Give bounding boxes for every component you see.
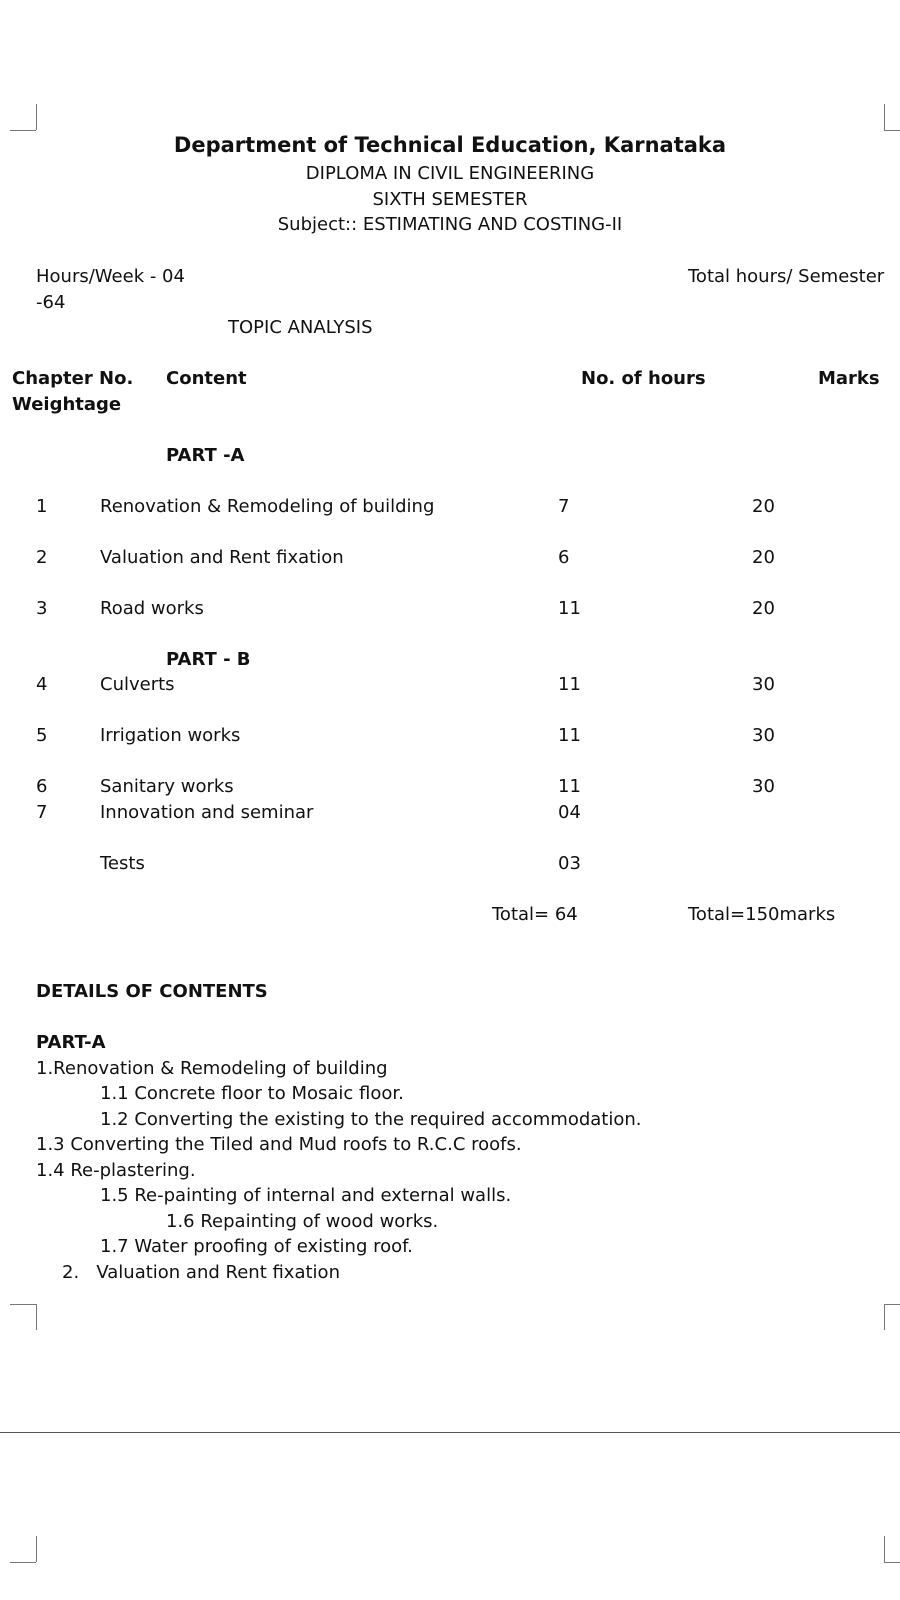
crop-mark (10, 1304, 36, 1305)
details-line: 2. Valuation and Rent fixation (62, 1262, 340, 1283)
row-marks: 30 (752, 725, 775, 746)
row-hours: 11 (558, 674, 581, 695)
row-chapter: 2 (36, 547, 48, 568)
crop-mark (884, 1304, 885, 1330)
row-hours: 7 (558, 496, 570, 517)
semester-title: SIXTH SEMESTER (372, 189, 528, 210)
total-hours-value: -64 (36, 292, 66, 313)
row-hours: 6 (558, 547, 570, 568)
crop-mark (884, 1562, 900, 1563)
hours-per-week: Hours/Week - 04 (36, 266, 185, 287)
row-hours: 03 (558, 853, 581, 874)
row-chapter: 3 (36, 598, 48, 619)
row-hours: 11 (558, 725, 581, 746)
details-line: 1.6 Repainting of wood works. (166, 1211, 439, 1232)
row-content: Tests (100, 853, 145, 874)
details-line: 1.7 Water proofing of existing roof. (100, 1236, 413, 1257)
row-marks: 30 (752, 776, 775, 797)
row-chapter: 6 (36, 776, 48, 797)
row-content: Road works (100, 598, 204, 619)
row-hours: 11 (558, 598, 581, 619)
row-marks: 20 (752, 547, 775, 568)
column-chapter-no: Chapter No. (12, 368, 134, 389)
details-part-label: PART-A (36, 1032, 106, 1053)
details-line: 1.5 Re-painting of internal and external walls. (100, 1185, 512, 1206)
subject-title: Subject:: ESTIMATING AND COSTING-II (277, 214, 623, 235)
column-content: Content (166, 368, 247, 389)
topic-analysis-heading: TOPIC ANALYSIS (228, 317, 373, 338)
crop-mark (10, 130, 36, 131)
column-weightage: Weightage (12, 394, 122, 415)
crop-mark (36, 1304, 37, 1330)
details-line: 1.2 Converting the existing to the required accommodation. (100, 1109, 642, 1130)
column-no-of-hours: No. of hours (581, 368, 706, 389)
details-line: 1.Renovation & Remodeling of building (36, 1058, 388, 1079)
crop-mark (10, 1562, 36, 1563)
part-a-label: PART -A (166, 445, 245, 466)
program-title: DIPLOMA IN CIVIL ENGINEERING (305, 163, 595, 184)
details-line: 1.4 Re-plastering. (36, 1160, 196, 1181)
institution-title: Department of Technical Education, Karnataka (173, 133, 727, 157)
crop-mark (884, 104, 885, 130)
crop-mark (884, 1536, 885, 1562)
column-marks: Marks (818, 368, 880, 389)
row-content: Culverts (100, 674, 175, 695)
row-hours: 11 (558, 776, 581, 797)
row-chapter: 4 (36, 674, 48, 695)
row-chapter: 1 (36, 496, 48, 517)
row-content: Irrigation works (100, 725, 241, 746)
page-separator (0, 1432, 900, 1433)
details-line: 1.3 Converting the Tiled and Mud roofs to R.C.C roofs. (36, 1134, 522, 1155)
crop-mark (884, 1304, 900, 1305)
total-hours-label: Total hours/ Semester (688, 266, 885, 287)
crop-mark (36, 104, 37, 130)
row-chapter: 7 (36, 802, 48, 823)
row-content: Renovation & Remodeling of building (100, 496, 435, 517)
details-line: 1.1 Concrete floor to Mosaic floor. (100, 1083, 404, 1104)
crop-mark (884, 130, 900, 131)
row-content: Innovation and seminar (100, 802, 314, 823)
row-chapter: 5 (36, 725, 48, 746)
part-b-label: PART - B (166, 649, 251, 670)
total-hours: Total= 64 (492, 904, 578, 925)
details-heading: DETAILS OF CONTENTS (36, 981, 268, 1002)
row-marks: 30 (752, 674, 775, 695)
crop-mark (36, 1536, 37, 1562)
row-marks: 20 (752, 496, 775, 517)
row-marks: 20 (752, 598, 775, 619)
row-content: Sanitary works (100, 776, 234, 797)
row-hours: 04 (558, 802, 581, 823)
row-content: Valuation and Rent fixation (100, 547, 344, 568)
total-marks: Total=150marks (688, 904, 836, 925)
